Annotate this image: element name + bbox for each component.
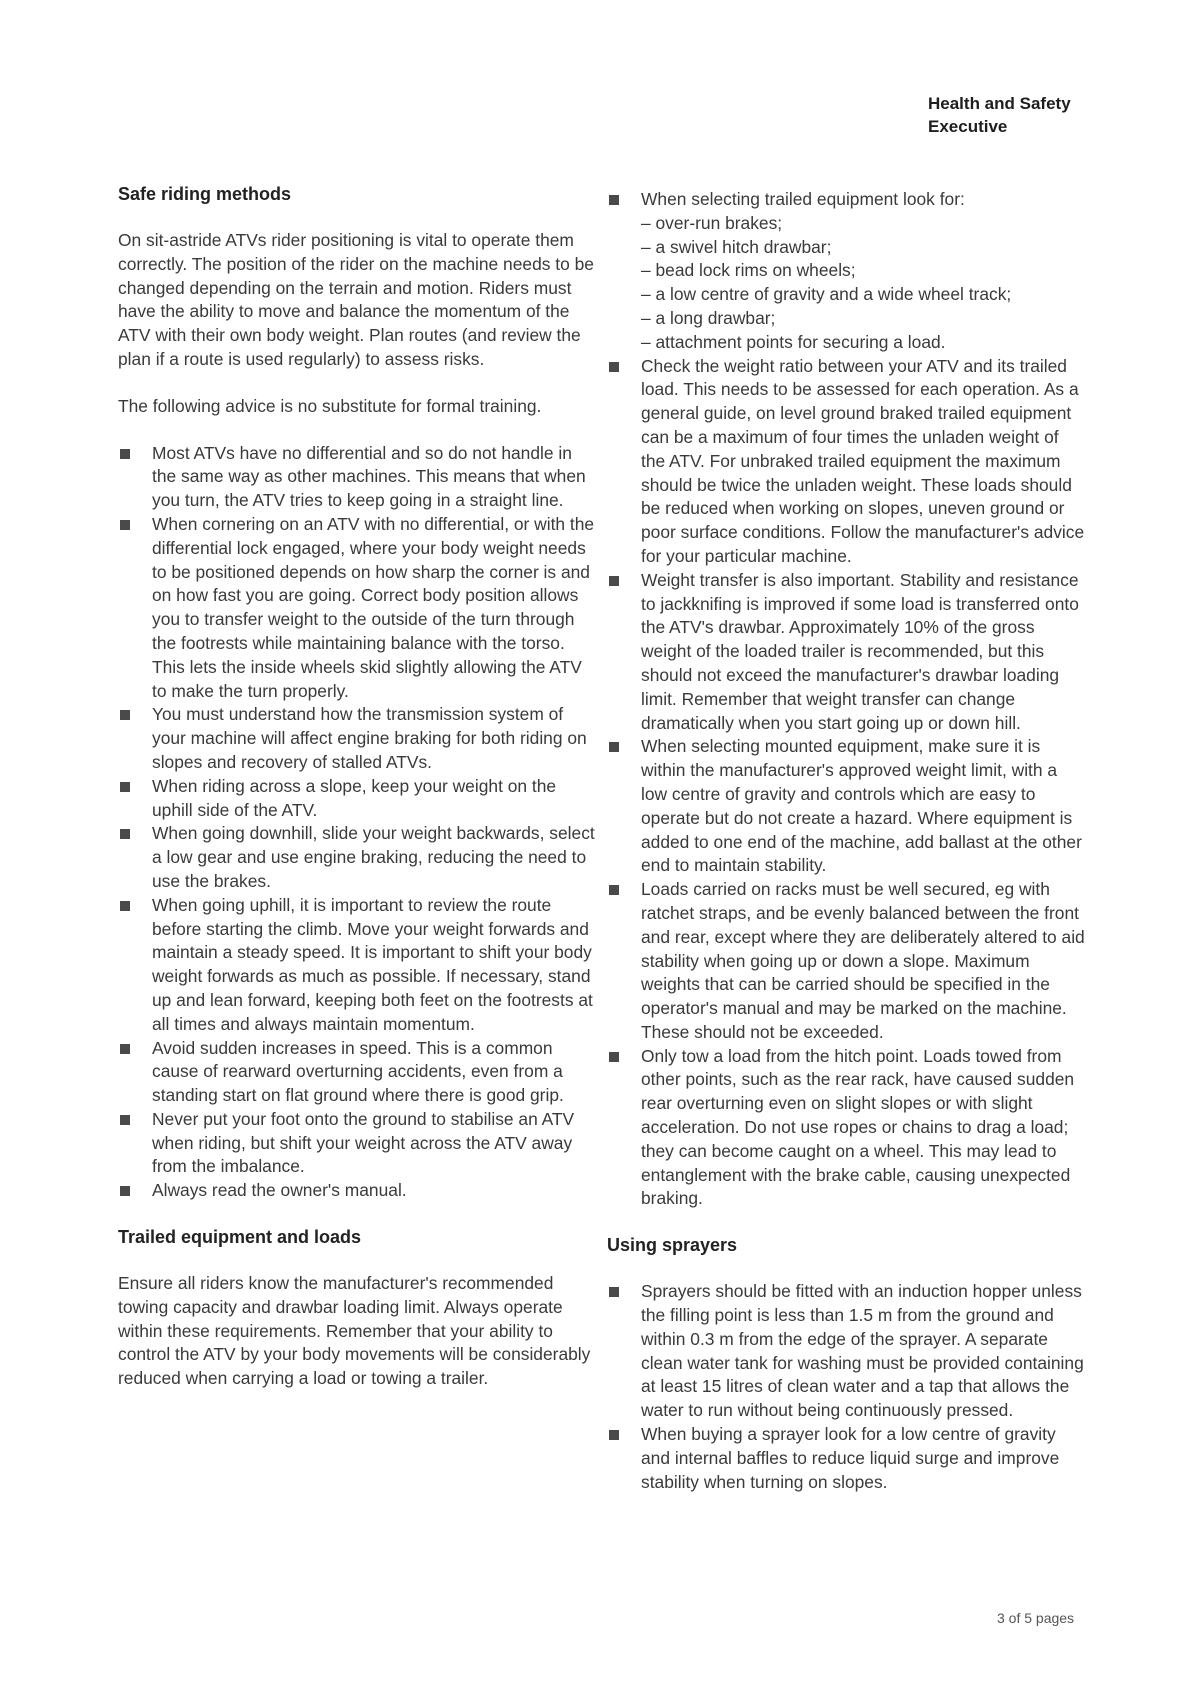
paragraph-towing-capacity: Ensure all riders know the manufacturer's recommended towing capacity and drawbar loading limit. Always operate within these requirements. Remember that your ability to control the ATV by your body movements will be considerably reduced when carrying a load or towing a trailer. (118, 1273, 591, 1389)
checklist-item: – attachment points for securing a load. (641, 331, 946, 352)
list-item: When buying a sprayer look for a low centre of gravity and internal baffles to reduce liquid surge and improve stability when turning on slopes. (607, 1423, 1085, 1494)
left-column (118, 182, 596, 1414)
paragraph-training-note: The following advice is no substitute for formal training. (118, 395, 542, 416)
organisation-name-line1: Health and Safety (928, 94, 1071, 113)
list-item: Loads carried on racks must be well secured, eg with ratchet straps, and be evenly balanced between the front and rear, except where they are deliberately altered to aid stability when going up or down a slope. Maximum weights that can be carried should be specified in the operator's manual and may be marked on the machine. These should not be exceeded. (607, 878, 1085, 1045)
list-item: Sprayers should be fitted with an induction hopper unless the filling point is less than 1.5 m from the ground and within 0.3 m from the edge of the sprayer. A separate clean water tank for washing must be provided containing at least 15 litres of clean water and a tap that allows the water to run without being continuously pressed. (607, 1280, 1085, 1423)
list-item: Never put your foot onto the ground to stabilise an ATV when riding, but shift your weight across the ATV away from the imbalance. (118, 1108, 596, 1179)
checklist-item: – a swivel hitch drawbar; (641, 236, 832, 257)
checklist-item: – bead lock rims on wheels; (641, 260, 856, 281)
list-item: You must understand how the transmission system of your machine will affect engine braking for both riding on slopes and recovery of stalled ATVs. (118, 703, 596, 774)
list-item: When selecting mounted equipment, make sure it is within the manufacturer's approved weight limit, with a low centre of gravity and controls which are easy to operate but do not create a hazard. Where equipment is added to one end of the machine, add ballast at the other end to maintain stability. (607, 735, 1085, 878)
list-item: When cornering on an ATV with no differential, or with the differential lock engaged, where your body weight needs to be positioned depends on how sharp the corner is and on how fast you are going. Correct body position allows you to transfer weight to the outside of the turn through the footrests while maintaining balance with the torso. This lets the inside wheels skid slightly allowing the ATV to make the turn properly. (118, 513, 596, 703)
checklist-item: – a low centre of gravity and a wide wheel track; (641, 284, 1012, 305)
list-item: Check the weight ratio between your ATV and its trailed load. This needs to be assessed for each operation. As a general guide, on level ground braked trailed equipment can be a maximum of four times the unladen weight of the ATV. For unbraked trailed equipment the maximum should be twice the unladen weight. These loads should be reduced when working on slopes, uneven ground or poor surface conditions. Follow the manufacturer's advice for your particular machine. (607, 355, 1085, 569)
organisation-header (928, 92, 1071, 138)
checklist-item: – a long drawbar; (641, 307, 776, 328)
list-item: Avoid sudden increases in speed. This is a common cause of rearward overturning accidents, even from a standing start on flat ground where there is good grip. (118, 1037, 596, 1108)
organisation-name-line2: Executive (928, 117, 1008, 136)
sprayer-advice-list (607, 1280, 1085, 1494)
trailed-equipment-list (607, 188, 1085, 1211)
heading-safe-riding: Safe riding methods (118, 184, 292, 204)
list-item: Weight transfer is also important. Stability and resistance to jackknifing is improved if some load is transferred onto the ATV's drawbar. Approximately 10% of the gross weight of the loaded trailer is recommended, but this should not exceed the manufacturer's drawbar loading limit. Remember that weight transfer can change dramatically when you start going up or down hill. (607, 569, 1085, 736)
list-item: Always read the owner's manual. (118, 1179, 596, 1203)
equipment-checklist (641, 212, 1085, 355)
paragraph-rider-positioning: On sit-astride ATVs rider positioning is vital to operate them correctly. The position of the rider on the machine needs to be changed depending on the terrain and motion. Riders must have the ability to move and balance the momentum of the ATV with their own body weight. Plan routes (and review the plan if a route is used regularly) to assess risks. (118, 230, 594, 369)
list-item: When going downhill, slide your weight backwards, select a low gear and use engine braking, reducing the need to use the brakes. (118, 822, 596, 893)
list-item-intro: When selecting trailed equipment look for: (641, 189, 965, 209)
checklist-item: – over-run brakes; (641, 212, 783, 233)
heading-trailed-equipment: Trailed equipment and loads (118, 1227, 362, 1248)
list-item (607, 188, 1085, 355)
list-item: When going uphill, it is important to review the route before starting the climb. Move your weight forwards and maintain a steady speed. It is important to shift your body weight forwards as much as possible. If necessary, stand up and lean forward, keeping both feet on the footrests at all times and always maintain momentum. (118, 894, 596, 1037)
riding-advice-list (118, 442, 596, 1204)
heading-using-sprayers: Using sprayers (607, 1235, 738, 1256)
page-number: 3 of 5 pages (997, 1610, 1075, 1626)
list-item: Only tow a load from the hitch point. Loads towed from other points, such as the rear rack, have caused sudden rear overturning even on slight slopes or with slight acceleration. Do not use ropes or chains to drag a load; they can become caught on a wheel. This may lead to entanglement with the brake cable, causing unexpected braking. (607, 1045, 1085, 1212)
list-item: Most ATVs have no differential and so do not handle in the same way as other machines. This means that when you turn, the ATV tries to keep going in a straight line. (118, 442, 596, 513)
list-item: When riding across a slope, keep your weight on the uphill side of the ATV. (118, 775, 596, 823)
right-column (607, 188, 1085, 1494)
